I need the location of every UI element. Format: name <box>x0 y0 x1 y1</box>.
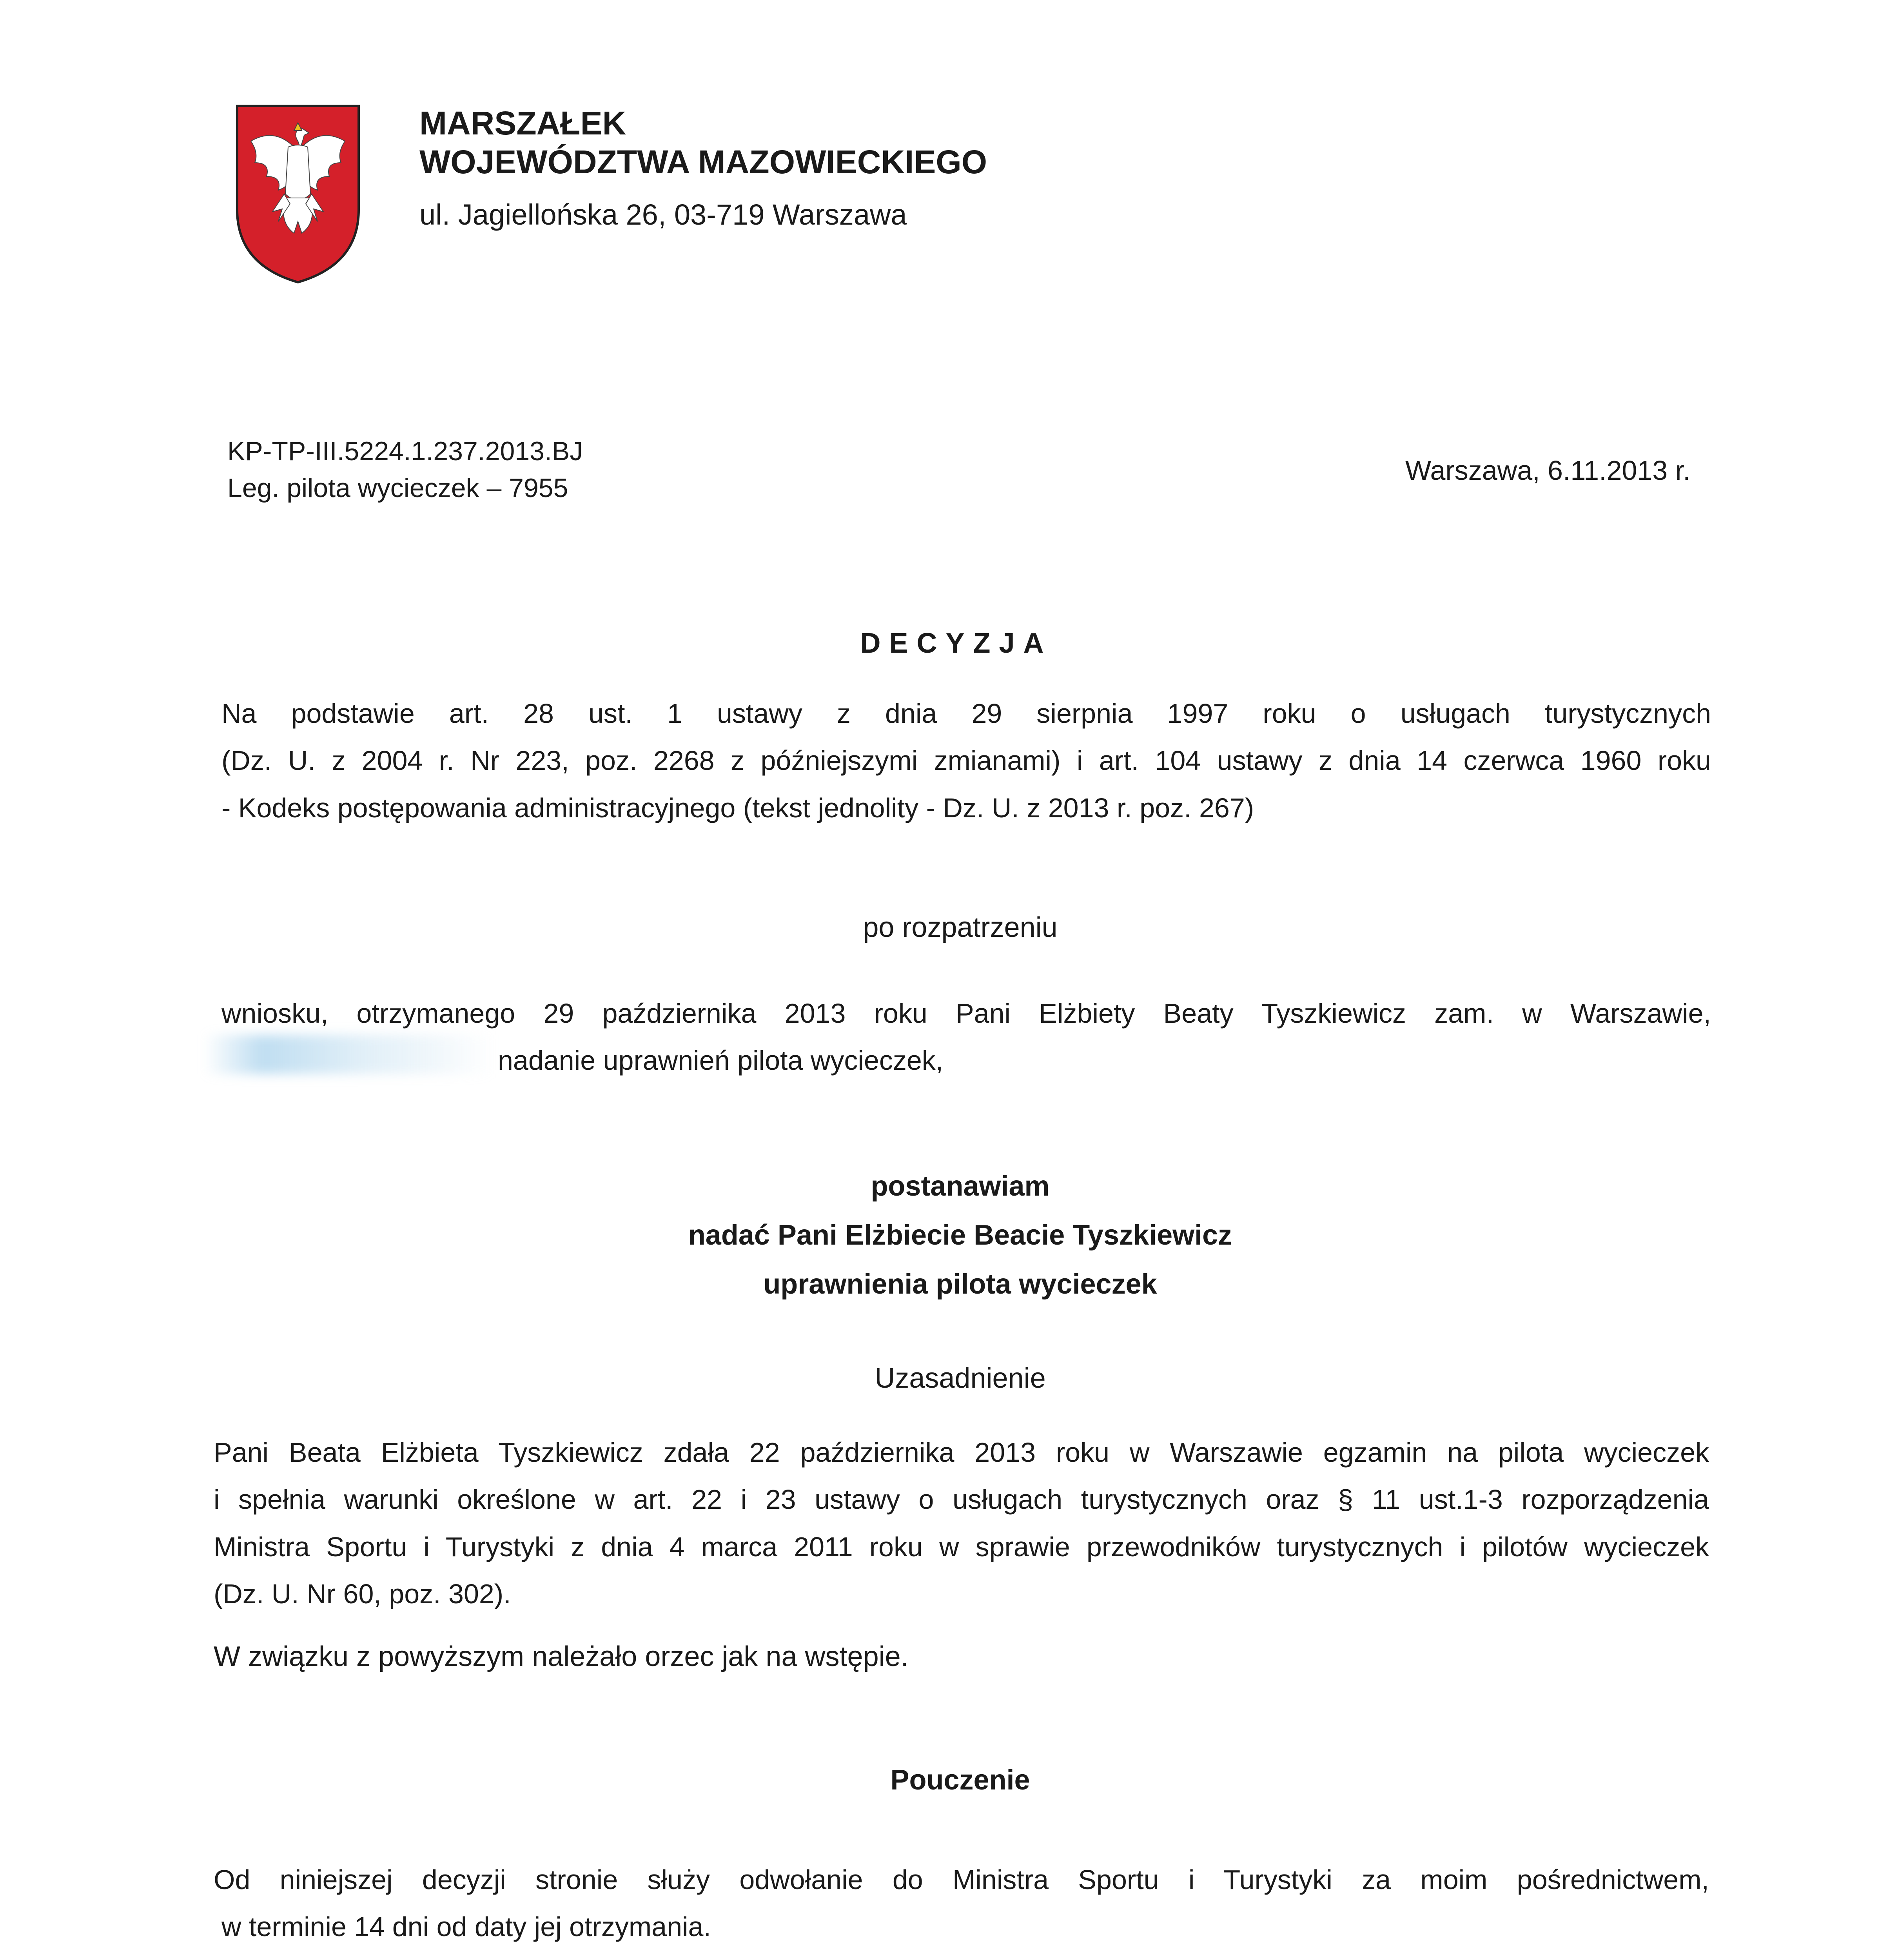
decision-line: nadać Pani Elżbiecie Beacie Tyszkiewicz <box>688 1220 1232 1251</box>
document-title: DECYZJA <box>860 628 1052 659</box>
instruction-line: w terminie 14 dni od daty jej otrzymania. <box>221 1911 711 1942</box>
instruction-paragraph <box>214 1856 1709 1951</box>
request-line: nadanie uprawnień pilota wycieczek, <box>498 1045 944 1076</box>
legal-basis-line: Na podstawie art. 28 ust. 1 ustawy z dnia 29 sierpnia 1997 roku o usługach turystycznych <box>221 698 1711 729</box>
justification-line: i spełnia warunki określone w art. 22 i 23 ustawy o usługach turystycznych oraz § 11 ust.1-3 rozporządzenia <box>214 1484 1709 1515</box>
coat-of-arms-logo <box>235 104 361 284</box>
request-line: wniosku, otrzymanego 29 października 2013 roku Pani Elżbiety Beaty Tyszkiewicz zam. w Warszawie, <box>221 998 1711 1029</box>
instruction-heading: Pouczenie <box>890 1764 1030 1796</box>
issuer-header <box>419 104 987 181</box>
legal-basis-line: - Kodeks postępowania administracyjnego (tekst jednolity - Dz. U. z 2013 r. poz. 267) <box>221 792 1254 823</box>
decision-line: uprawnienia pilota wycieczek <box>763 1269 1157 1300</box>
justification-line: Ministra Sportu i Turystyki z dnia 4 marca 2011 roku w sprawie przewodników turystycznych i pilotów wycieczek <box>214 1531 1709 1562</box>
redacted-area <box>204 1035 494 1074</box>
license-number: Leg. pilota wycieczek – 7955 <box>227 473 568 503</box>
instruction-line: Od niniejszej decyzji stronie służy odwołanie do Ministra Sportu i Turystyki za moim pośrednictwem, <box>214 1864 1709 1895</box>
conclusion-text: W związku z powyższym należało orzec jak na wstępie. <box>214 1641 909 1672</box>
justification-paragraph <box>214 1429 1709 1618</box>
decision-verb: postanawiam <box>871 1171 1050 1202</box>
justification-line: Pani Beata Elżbieta Tyszkiewicz zdała 22 października 2013 roku w Warszawie egzamin na pilota wycieczek <box>214 1437 1709 1468</box>
issuer-line2: WOJEWÓDZTWA MAZOWIECKIEGO <box>419 143 987 181</box>
document-date: Warszawa, 6.11.2013 r. <box>1405 455 1691 486</box>
issuer-line1: MARSZAŁEK <box>419 105 626 142</box>
legal-basis-line: (Dz. U. z 2004 r. Nr 223, poz. 2268 z późniejszymi zmianami) i art. 104 ustawy z dnia 14 czerwca 1960 roku <box>221 745 1711 776</box>
issuer-address: ul. Jagiellońska 26, 03-719 Warszawa <box>419 198 907 231</box>
after-consideration-text: po rozpatrzeniu <box>863 912 1058 943</box>
case-number: KP-TP-III.5224.1.237.2013.BJ <box>227 436 583 466</box>
justification-line: (Dz. U. Nr 60, poz. 302). <box>214 1579 511 1610</box>
justification-heading: Uzasadnienie <box>875 1363 1046 1394</box>
case-signature <box>227 433 583 507</box>
legal-basis-paragraph <box>221 690 1711 831</box>
